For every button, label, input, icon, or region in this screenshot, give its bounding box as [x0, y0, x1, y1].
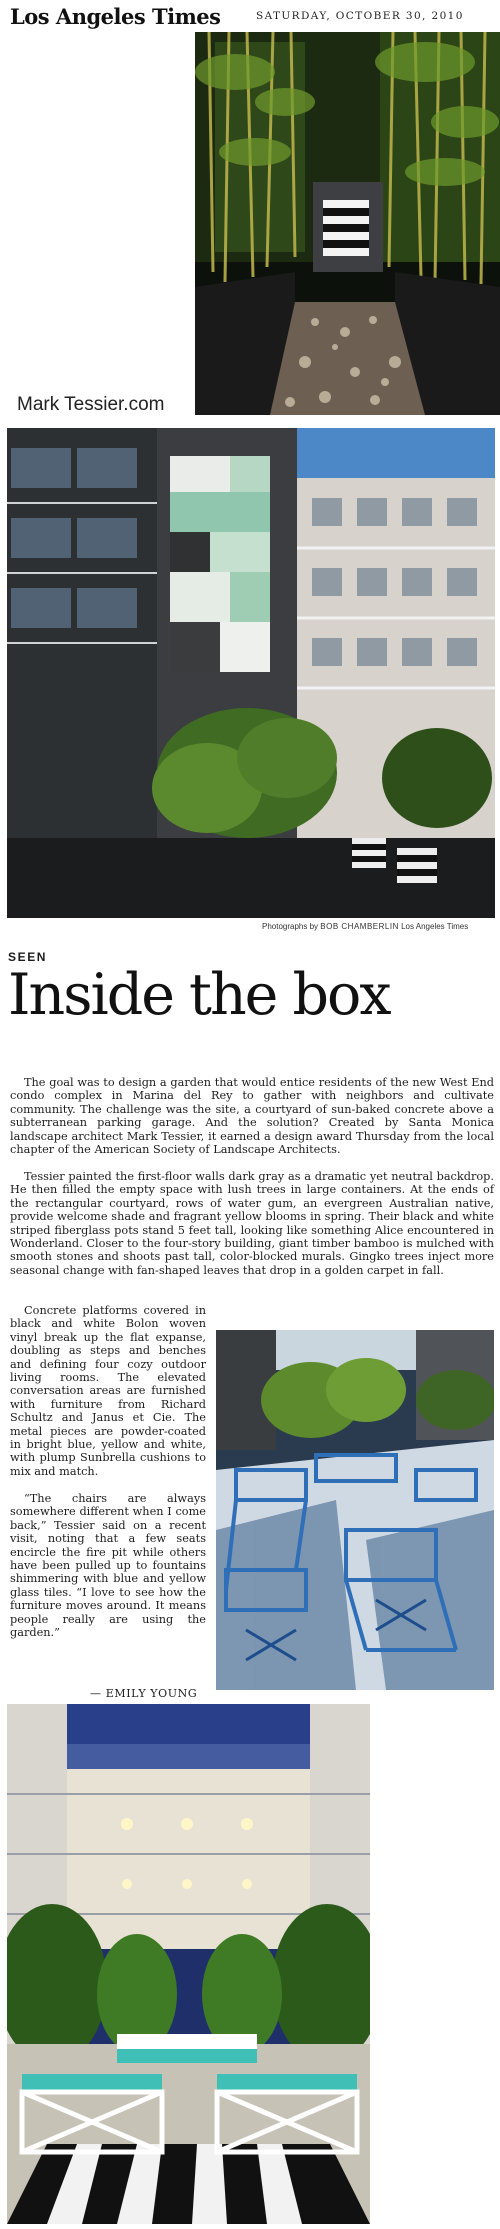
- photo-blue-furniture: [216, 1330, 494, 1690]
- article-paragraph-1: The goal was to design a garden that would entice residents of the new West End condo complex in Marina del Rey to gather with neighbors and cultivate community. The challenge was the site, a courtyard of sun-baked concrete above a subterranean parking garage. And the solution? Created by Santa Monica landscape architect Mark Tessier, it earned a design award Thursday from the local chapter of the American Society of Landscape Architects.: [10, 1076, 494, 1157]
- article-headline: Inside the box: [8, 962, 390, 1028]
- article-paragraph-4: “The chairs are always somewhere different when I come back,” Tessier said on a recent visit, noting that a few seats encircle the fire pit while others have been pulled up to fountains shimmering with blue and yellow glass tiles. “I love to see how the furniture moves around. It means people really are using the garden.”: [10, 1492, 206, 1640]
- section-kicker: SEEN: [8, 950, 48, 964]
- photo-building-courtyard: [7, 428, 495, 918]
- issue-date: SATURDAY, OCTOBER 30, 2010: [256, 10, 464, 22]
- article-byline: — EMILY YOUNG: [90, 1687, 198, 1700]
- photo-bamboo-walkway: [195, 32, 500, 415]
- photo-night-courtyard: [7, 1704, 370, 2224]
- photo-credit: [262, 922, 468, 931]
- website-credit: Mark Tessier.com: [17, 394, 165, 415]
- article-paragraph-2: Tessier painted the first-floor walls dark gray as a dramatic yet neutral backdrop. He then filled the empty space with lush trees in large containers. At the ends of the rectangular courtyard, rows of water gum, an evergreen Australian native, provide welcome shade and fragrant yellow blooms in spring. Their black and white striped fiberglass pots stand 5 feet tall, looking like something Alice encountered in Wonderland. Closer to the four-story building, giant timber bamboo is mulched with smooth stones and shoots past tall, color-blocked murals. Gingko trees inject more seasonal change with fan-shaped leaves that drop in a golden carpet in fall.: [10, 1170, 494, 1277]
- photo-credit-prefix: Photographs by: [262, 922, 319, 931]
- newspaper-masthead: Los Angeles Times: [10, 4, 221, 29]
- article-paragraph-3: Concrete platforms covered in black and white Bolon woven vinyl break up the flat expanse, doubling as steps and benches and defining four cozy outdoor living rooms. The elevated conversation areas are furnished with furniture from Richard Schultz and Janus et Cie. The metal pieces are powder-coated in bright blue, yellow and white, with plump Sunbrella cushions to mix and match.: [10, 1304, 206, 1478]
- photographer-name: BOB CHAMBERLIN: [320, 922, 399, 931]
- photo-credit-outlet: Los Angeles Times: [401, 922, 469, 931]
